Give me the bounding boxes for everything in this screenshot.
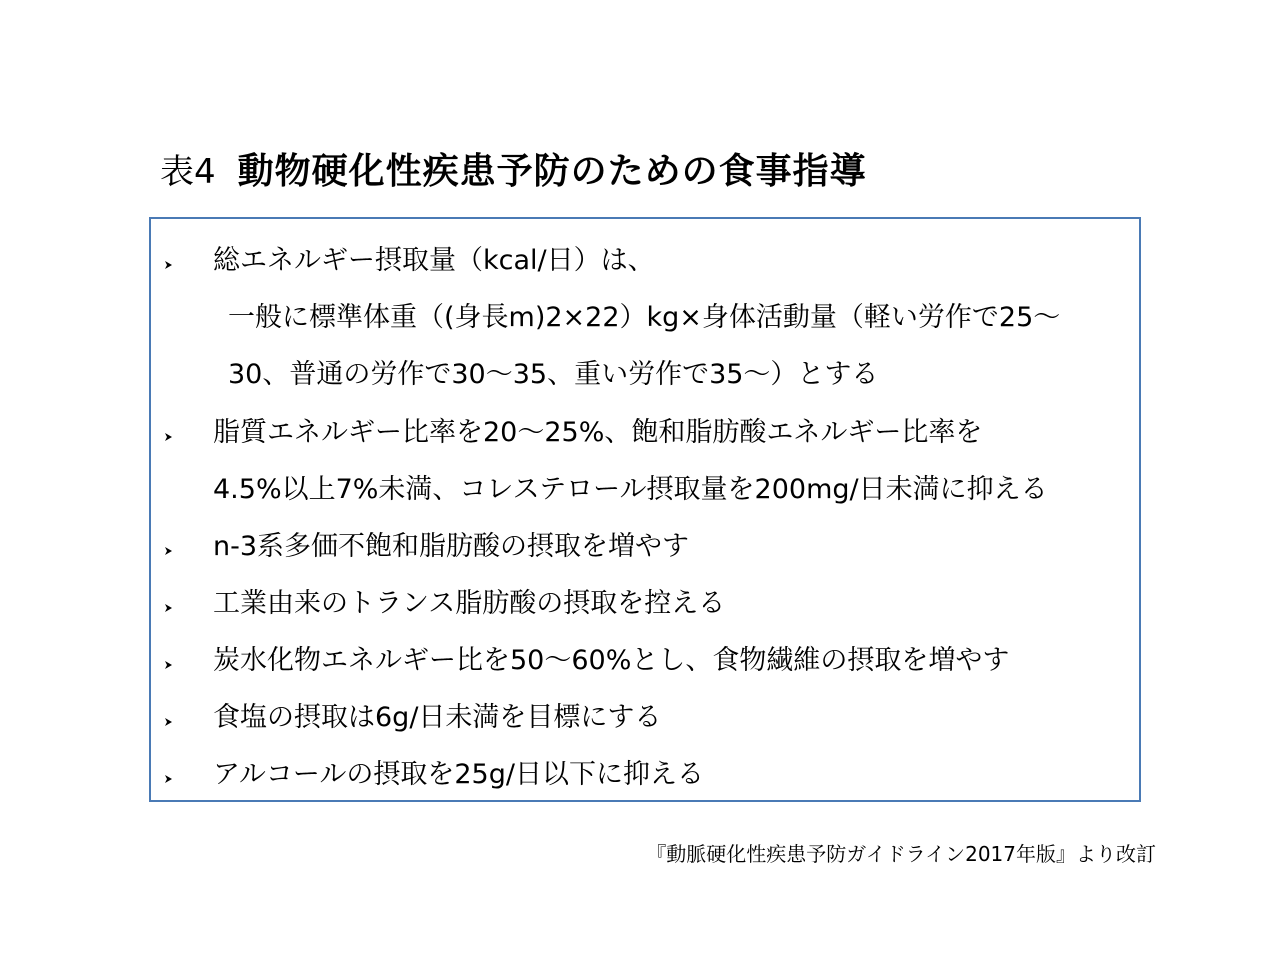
list-item-line: n-3系多価不飽和脂肪酸の摂取を増やす [213,531,690,562]
arrowhead-bullet-icon [162,588,176,628]
arrowhead-bullet-icon [162,531,176,571]
arrowhead-bullet-icon [162,417,176,457]
source-citation: 『動脈硬化性疾患予防ガイドライン2017年版』より改訂 [646,842,1156,866]
list-item-line: 4.5%以上7%未満、コレステロール摂取量を200mg/日未満に抑える [213,474,1048,505]
arrowhead-bullet-icon [162,245,176,285]
list-item-line: 脂質エネルギー比率を20～25%、飽和脂肪酸エネルギー比率を [213,417,983,448]
list-item-line: 工業由来のトランス脂肪酸の摂取を控える [213,588,726,619]
table-title: 動物硬化性疾患予防のための食事指導 [237,150,867,192]
table-number-label: 表4 [160,151,216,192]
list-item-line: 一般に標準体重（(身長m)2×22）kg×身体活動量（軽い労作で25～ [228,302,1061,333]
arrowhead-bullet-icon [162,645,176,685]
arrowhead-bullet-icon [162,702,176,742]
list-item-line: アルコールの摂取を25g/日以下に抑える [213,759,704,790]
list-item-line: 総エネルギー摂取量（kcal/日）は、 [213,245,655,276]
arrowhead-bullet-icon [162,759,176,799]
list-item-line: 炭水化物エネルギー比を50～60%とし、食物繊維の摂取を増やす [213,645,1010,676]
list-item-line: 30、普通の労作で30～35、重い労作で35～）とする [228,359,879,390]
list-item-line: 食塩の摂取は6g/日未満を目標にする [213,702,662,733]
page-title [160,140,867,196]
